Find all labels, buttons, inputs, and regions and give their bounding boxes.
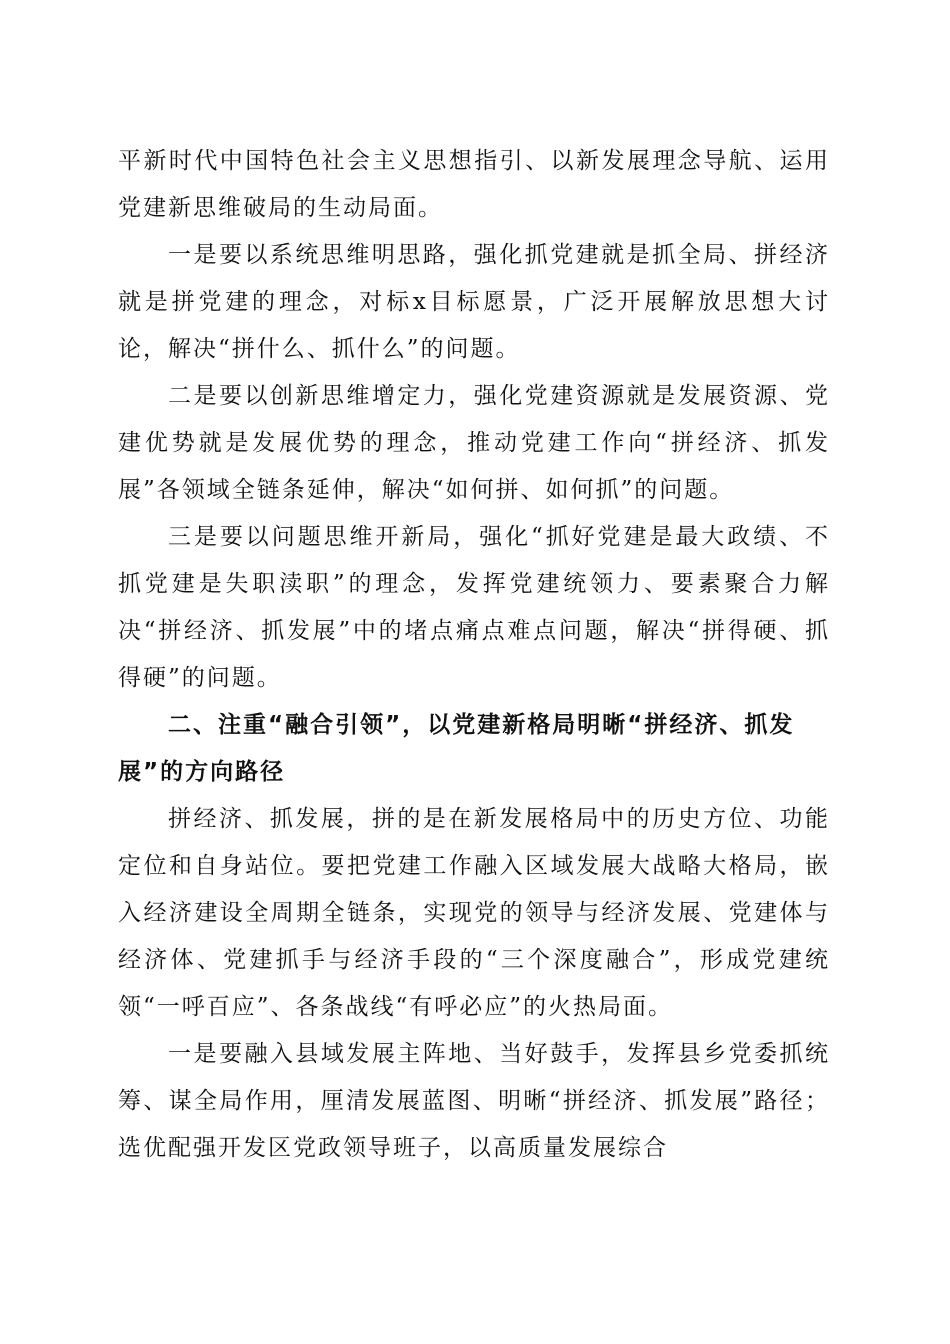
section-heading: 二、注重“融合引领”，以党建新格局明晰“拼经济、抓发展”的方向路径 — [118, 712, 795, 785]
paragraph-point-two: 二是要以创新思维增定力，强化党建资源就是发展资源、党建优势就是发展优势的理念，推动党建工作向“拼经济、抓发展”各领域全链条延伸，解决“如何拼、如何抓”的问题。 — [118, 383, 830, 503]
paragraph-section-intro: 拼经济、抓发展，拼的是在新发展格局中的历史方位、功能定位和自身站位。要把党建工作融入区域发展大战略大格局，嵌入经济建设全周期全链条，实现党的领导与经济发展、党建体与经济体、党建抓手与经济手段的“三个深度融合”，形成党建统领“一呼百应”、各条战线“有呼必应”的火热局面。 — [118, 806, 830, 1020]
paragraph-point-three: 三是要以问题思维开新局，强化“抓好党建是最大政绩、不抓党建是失职渎职”的理念，发挥党建统领力、要素聚合力解决“拼经济、抓发展”中的堵点痛点难点问题，解决“拼得硬、抓得硬”的问题。 — [118, 524, 830, 691]
document-page — [118, 138, 830, 1172]
paragraph-section-point-one: 一是要融入县域发展主阵地、当好鼓手，发挥县乡党委抓统筹、谋全局作用，厘清发展蓝图、明晰“拼经济、抓发展”路径；选优配强开发区党政领导班子，以高质量发展综合 — [118, 1041, 830, 1161]
paragraph-point-one: 一是要以系统思维明思路，强化抓党建就是抓全局、拼经济就是拼党建的理念，对标x目标愿景，广泛开展解放思想大讨论，解决“拼什么、抓什么”的问题。 — [118, 242, 830, 362]
paragraph-continued: 平新时代中国特色社会主义思想指引、以新发展理念导航、运用党建新思维破局的生动局面。 — [118, 148, 830, 221]
